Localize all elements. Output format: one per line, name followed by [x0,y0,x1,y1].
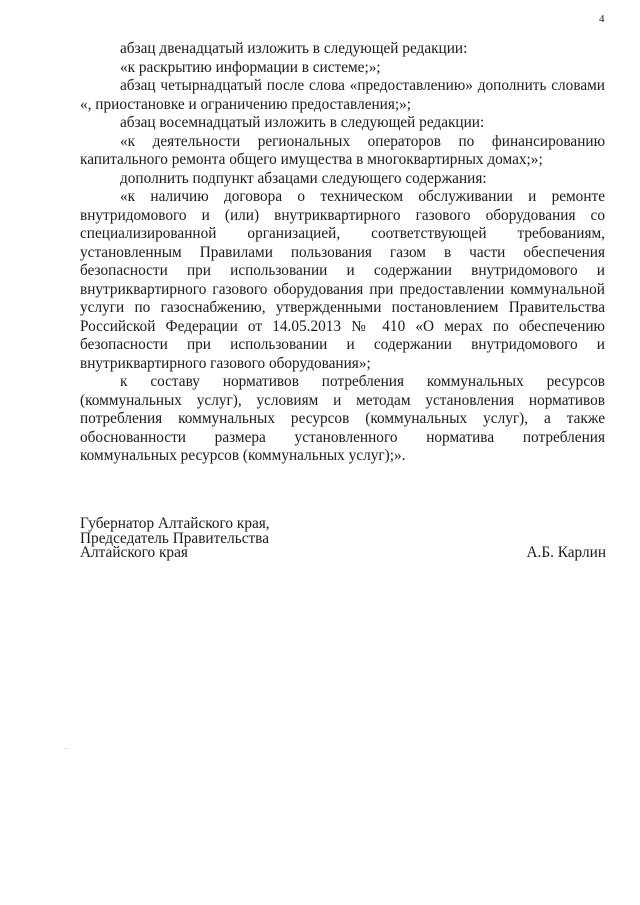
document-body [80,40,605,466]
signatory-title-line-3: Алтайского края [80,544,188,561]
paragraph-4: абзац восемнадцатый изложить в следующей редакции: [120,114,485,131]
scan-artifact [65,748,66,749]
signatory-name: А.Б. Карлин [526,544,606,561]
paragraph-8: к составу нормативов потребления коммунальных ресурсов (коммунальных услуг), условиям и методам установления нормативов потребления коммунальных ресурсов (коммунальных услуг), а также обоснованности размера установленного норматива потребления коммунальных ресурсов (коммунальных услуг);». [80,373,605,464]
signature-block [80,517,606,561]
page-number: 4 [599,13,605,25]
paragraph-3: абзац четырнадцатый после слова «предоставлению» дополнить словами «, приостановке и ограничению предоставления;»; [80,77,605,113]
signatory-title-line-2: Председатель Правительства [80,529,269,547]
paragraph-5: «к деятельности региональных операторов по финансированию капитального ремонта общего имущества в многоквартирных домах;»; [80,132,605,168]
paragraph-1: абзац двенадцатый изложить в следующей редакции: [120,40,468,57]
signatory-title-line-1: Губернатор Алтайского края, [80,515,270,532]
paragraph-2: «к раскрытию информации в системе;»; [120,58,381,76]
paragraph-7: «к наличию договора о техническом обслуживании и ремонте внутридомового и (или) внутриквартирного газового оборудования со специализированной организацией, соответствующей требованиям, установленным Правилами пользования газом в части обеспечения безопасности при использовании и содержании внутридомового и внутриквартирного газового оборудования при предоставлении коммунальной услуги по газоснабжению, утвержденными постановлением Правительства Российской Федерации от 14.05.2013 № 410 «О мерах по обеспечению безопасности при использовании и содержании внутридомового и внутриквартирного газового оборудования»; [80,188,605,372]
signature-row [80,546,606,561]
paragraph-6: дополнить подпункт абзацами следующего содержания: [120,169,487,187]
